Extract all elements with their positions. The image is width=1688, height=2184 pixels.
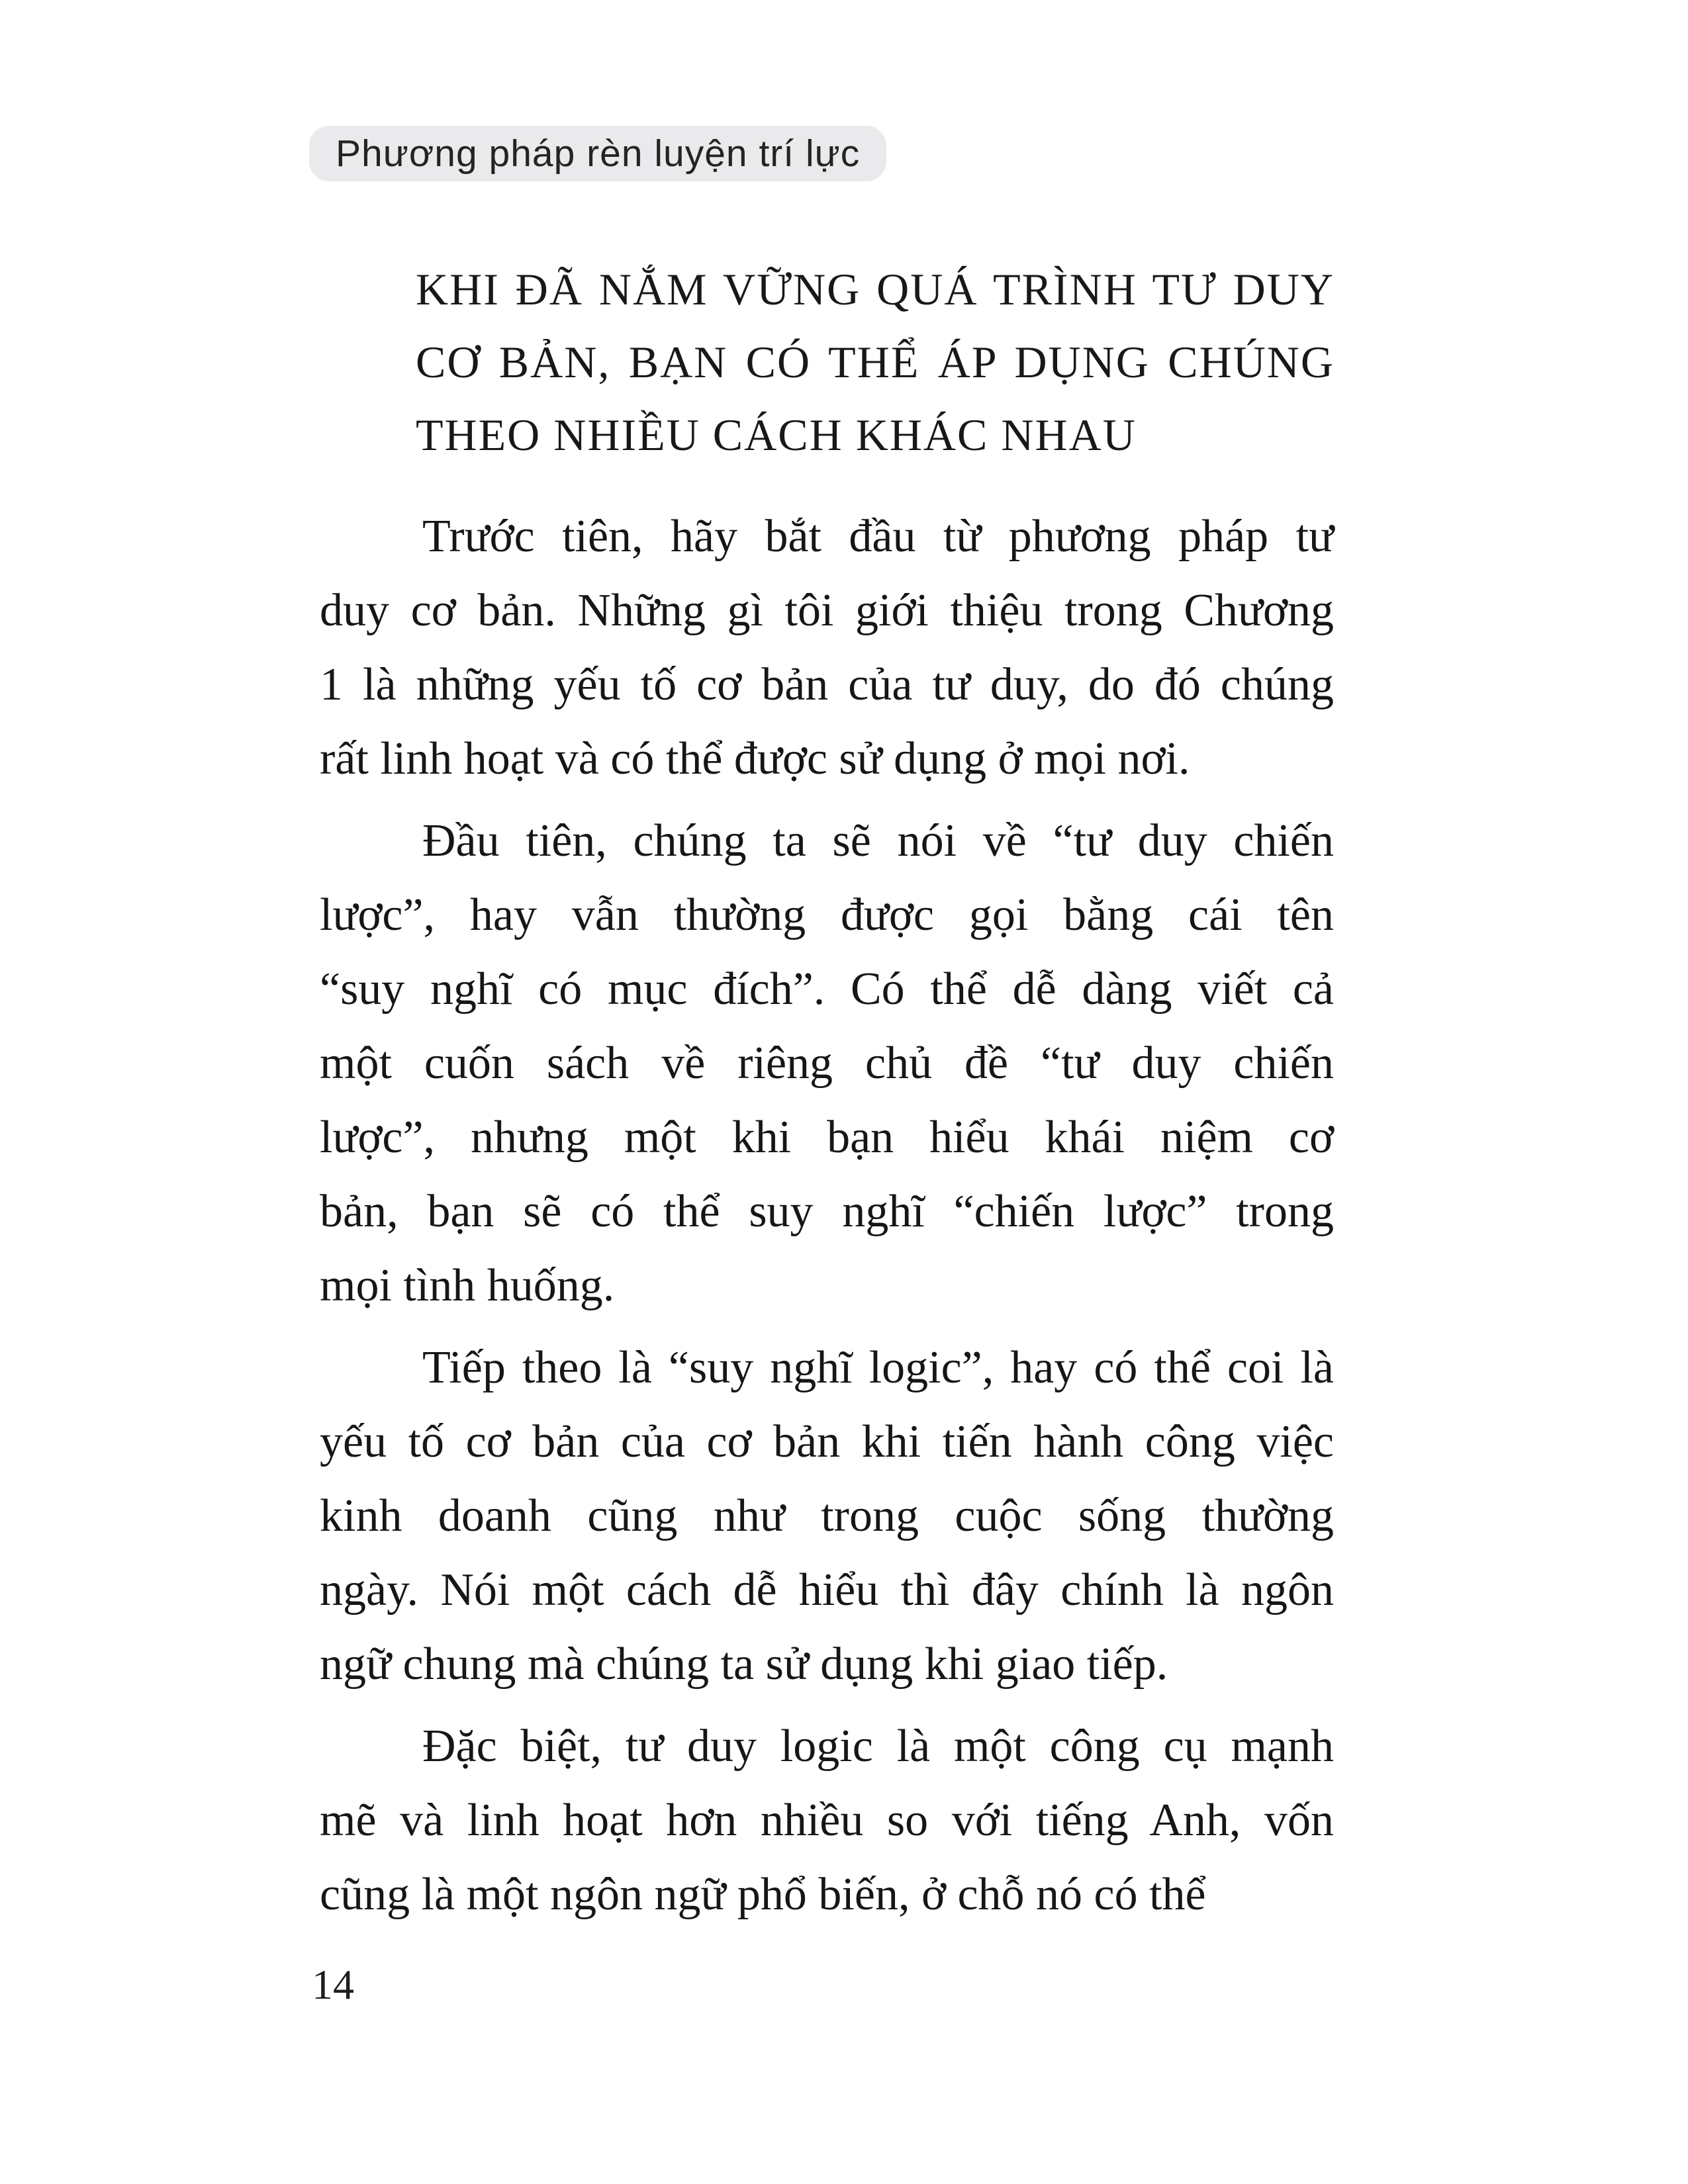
text-line: cũng là một ngôn ngữ phổ biến, ở chỗ nó có thể — [320, 1869, 1206, 1920]
running-header-badge — [309, 126, 886, 181]
text-line: Tiếp theo là “suy nghĩ logic”, hay có thể coi là — [422, 1342, 1334, 1393]
chapter-heading — [416, 253, 1335, 471]
paragraph — [320, 1331, 1334, 1702]
heading-line: CƠ BẢN, BẠN CÓ THỂ ÁP DỤNG CHÚNG — [416, 337, 1335, 387]
text-line: Trước tiên, hãy bắt đầu từ phương pháp tư — [422, 511, 1334, 562]
paragraph — [320, 804, 1334, 1323]
text-line: “suy nghĩ có mục đích”. Có thể dễ dàng viết cả — [320, 964, 1334, 1015]
text-line: mọi tình huống. — [320, 1260, 615, 1311]
paragraph — [320, 500, 1334, 796]
text-line: bản, bạn sẽ có thể suy nghĩ “chiến lược” trong — [320, 1186, 1334, 1237]
text-line: rất linh hoạt và có thể được sử dụng ở mọi nơi. — [320, 733, 1190, 784]
text-line: mẽ và linh hoạt hơn nhiều so với tiếng Anh, vốn — [320, 1795, 1334, 1846]
text-line: ngày. Nói một cách dễ hiểu thì đây chính là ngôn — [320, 1565, 1334, 1615]
text-line: lược”, hay vẫn thường được gọi bằng cái tên — [320, 889, 1334, 940]
text-line: 1 là những yếu tố cơ bản của tư duy, do đó chúng — [320, 659, 1334, 710]
text-line: kinh doanh cũng như trong cuộc sống thường — [320, 1490, 1334, 1541]
text-line: lược”, nhưng một khi bạn hiểu khái niệm cơ — [320, 1112, 1334, 1163]
text-line: yếu tố cơ bản của cơ bản khi tiến hành công việc — [320, 1416, 1334, 1467]
running-header-text: Phương pháp rèn luyện trí lực — [336, 132, 861, 175]
text-line: Đặc biệt, tư duy logic là một công cụ mạnh — [422, 1721, 1334, 1772]
page-number: 14 — [312, 1961, 354, 2008]
body-text — [320, 500, 1334, 1940]
text-line: Đầu tiên, chúng ta sẽ nói về “tư duy chiến — [422, 815, 1334, 866]
text-line: ngữ chung mà chúng ta sử dụng khi giao tiếp. — [320, 1639, 1168, 1690]
paragraph — [320, 1709, 1334, 1932]
text-line: duy cơ bản. Những gì tôi giới thiệu trong Chương — [320, 585, 1334, 636]
text-line: một cuốn sách về riêng chủ đề “tư duy chiến — [320, 1038, 1334, 1089]
heading-line: THEO NHIỀU CÁCH KHÁC NHAU — [416, 410, 1137, 460]
heading-line: KHI ĐÃ NẮM VỮNG QUÁ TRÌNH TƯ DUY — [416, 264, 1335, 314]
